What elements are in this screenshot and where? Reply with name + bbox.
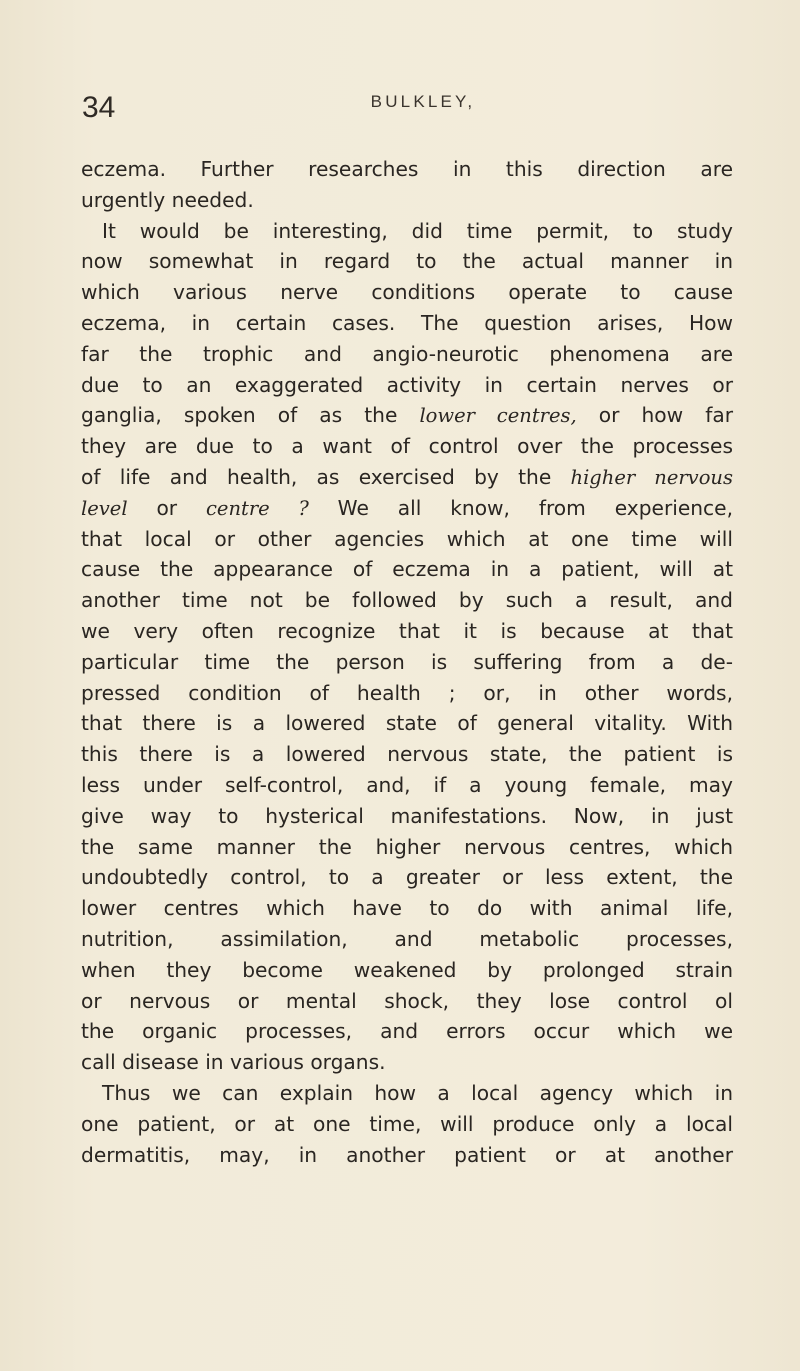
italic-text: higher nervous <box>570 465 734 489</box>
text-segment: ganglia, spoken of as the <box>81 403 420 428</box>
text-line: due to an exaggerated activity in certain nerves or <box>81 372 733 397</box>
text-line: or nervous or mental shock, they lose control ol <box>81 988 733 1013</box>
text-line: Thus we can explain how a local agency which in <box>102 1080 733 1105</box>
text-line: we very often recognize that it is because at that <box>81 618 733 643</box>
running-head: BULKLEY, <box>370 92 476 111</box>
italic-text: lower centres, <box>419 404 577 428</box>
text-line: less under self-control, and, if a young female, may <box>81 772 733 797</box>
text-line: urgently needed. <box>81 187 254 212</box>
text-line: the same manner the higher nervous centres, which <box>81 834 733 859</box>
text-segment: We all know, from experience, <box>308 495 733 520</box>
text-line: particular time the person is suffering from a de- <box>81 649 733 674</box>
text-line <box>81 462 733 493</box>
text-line: that local or other agencies which at one time will <box>81 526 733 551</box>
italic-text: level <box>81 496 128 520</box>
text-line: It would be interesting, did time permit, to study <box>102 218 733 243</box>
text-segment: or <box>127 495 206 520</box>
text-line: one patient, or at one time, will produce only a local <box>81 1111 733 1136</box>
text-line: eczema. Further researches in this direction are <box>81 157 733 181</box>
text-line: when they become weakened by prolonged strain <box>81 957 733 982</box>
text-line: another time not be followed by such a result, and <box>81 588 733 613</box>
text-line: far the trophic and angio-neurotic phenomena are <box>81 341 733 366</box>
text-line: give way to hysterical manifestations. Now, in just <box>81 803 733 828</box>
text-segment: or how far <box>576 403 733 428</box>
text-line: call disease in various organs. <box>81 1050 386 1075</box>
body-text <box>81 154 733 1170</box>
text-line: the organic processes, and errors occur which we <box>81 1019 733 1044</box>
text-line: nutrition, assimilation, and metabolic processes, <box>81 926 733 951</box>
text-line <box>81 493 733 524</box>
text-line: dermatitis, may, in another patient or at another <box>81 1142 733 1167</box>
text-line <box>81 400 733 431</box>
text-line: lower centres which have to do with animal life, <box>81 896 733 921</box>
page-header <box>82 88 732 128</box>
italic-text: centre ? <box>205 496 309 520</box>
text-segment: of life and health, as exercised by the <box>81 464 571 489</box>
page-number: 34 <box>82 91 116 124</box>
text-line: cause the appearance of eczema in a patient, will at <box>81 557 733 582</box>
text-line: eczema, in certain cases. The question arises, How <box>81 310 733 335</box>
text-line: they are due to a want of control over the processes <box>81 434 733 459</box>
text-line: pressed condition of health ; or, in other words, <box>81 680 733 705</box>
text-line: now somewhat in regard to the actual manner in <box>81 249 733 274</box>
text-line: which various nerve conditions operate to cause <box>81 280 733 305</box>
text-line: undoubtedly control, to a greater or less extent, the <box>81 865 733 890</box>
text-line: this there is a lowered nervous state, the patient is <box>81 742 733 767</box>
text-line: that there is a lowered state of general vitality. With <box>81 711 733 736</box>
